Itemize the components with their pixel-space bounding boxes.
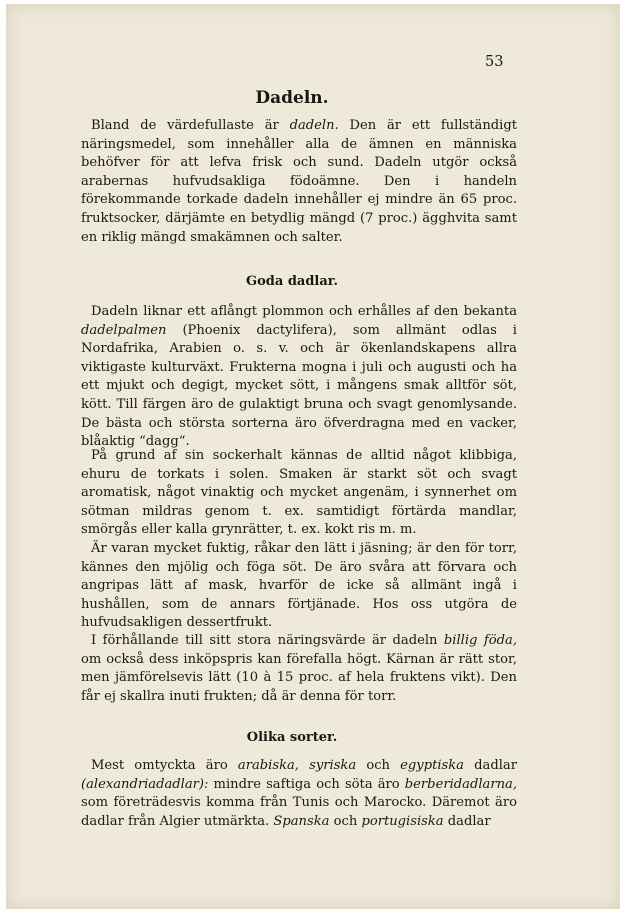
- sorts-emphasis-1: arabiska, syriska: [237, 758, 357, 773]
- sorts-emphasis-5: Spanska: [273, 813, 330, 829]
- intro-emphasis: dadeln.: [289, 118, 339, 133]
- good-p1-text-a: Dadeln liknar ett aflångt plommon och erhålles af den bekanta: [91, 304, 517, 319]
- intro-text-b: Den är ett fullständigt näringsmedel, som innehåller alla de ämnen en människa behöfver för att lefva frisk och sund. Dadeln utgör också arabernas hufvudsakliga födoämne. Den i handeln förekommande torkade dadeln innehåller ej mindre än 65 proc. fruktsocker, därjämte en betydlig mängd (7 proc.) ägghvita samt en riklig mängd smakämnen och salter.: [81, 118, 517, 245]
- good-p4-text-a: I förhållande till sitt stora näringsvärde är dadeln: [91, 633, 444, 648]
- good-p1-emphasis: dadelpalmen: [81, 322, 167, 338]
- book-page: [6, 4, 620, 909]
- sorts-emphasis-6: portugisiska: [361, 813, 444, 829]
- intro-text-a: Bland de värdefullaste är: [91, 118, 290, 133]
- good-p4-emphasis: billig föda,: [443, 633, 517, 648]
- sorts-text-e: som företrädesvis komma från Tunis och Marocko. Däremot äro dadlar från Algier utmärkta.: [81, 795, 517, 829]
- good-p4-text-b: om också dess inköpspris kan förefalla högt. Kärnan är rätt stor, men jämförelsevis lätt (10 à 15 proc. af hela fruktens vikt). Den får ej skallra inuti frukten; då är denna för torr.: [81, 651, 517, 704]
- sorts-text-b: och: [356, 758, 401, 773]
- section-heading-good: Goda dadlar.: [246, 274, 338, 289]
- sorts-text-f: och: [329, 813, 362, 829]
- good-p1-text-b: (Phoenix dactylifera), som allmänt odlas i Nordafrika, Arabien o. s. v. och är ökenlandskapens allra viktigaste kulturväxt. Frukterna mogna i juli och augusti och ha ett mjukt och degigt, mycket sött, i mångens smak alltför söt, kött. Till färgen äro de gulaktigt bruna och svagt genomlysande. De bästa och största sorterna äro öfverdragna med en vacker, blåaktig “dagg“.: [81, 322, 517, 450]
- good-paragraph-4: [81, 632, 517, 706]
- sorts-text-a: Mest omtyckta äro: [91, 758, 238, 773]
- sorts-text-d: mindre saftiga och söta äro: [208, 776, 405, 792]
- sorts-text-g: dadlar: [443, 813, 491, 829]
- good-paragraph-3: Är varan mycket fuktig, råkar den lätt i jäsning; är den för torr, kännes den mjölig och föga söt. De äro svåra att förvara och angripas lätt af mask, hvarför de icke så allmänt ingå i hushållen, som de annars förtjänade. Hos oss utgöra de hufvudsakligen dessertfrukt.: [81, 541, 517, 631]
- sorts-emphasis-3: (alexandriadadlar):: [81, 776, 209, 792]
- good-paragraph-1: [81, 303, 517, 452]
- sorts-emphasis-2: egyptiska: [400, 758, 464, 773]
- section-heading-sorts: Olika sorter.: [246, 730, 338, 745]
- chapter-title: Dadeln.: [255, 88, 329, 108]
- intro-paragraph: [81, 117, 517, 247]
- sorts-text-c: dadlar: [464, 758, 517, 773]
- page-number: 53: [485, 54, 504, 70]
- good-paragraph-2: På grund af sin sockerhalt kännas de alltid något klibbiga, ehuru de torkats i solen. Smaken är starkt söt och svagt aromatisk, något vinaktig och mycket angenäm, i synnerhet om sötman mildras genom t. ex. samtidigt förtärda mandlar, smörgås eller kalla grynrätter, t. ex. kokt ris m. m.: [81, 448, 517, 538]
- sorts-paragraph-1: [81, 757, 517, 831]
- sorts-emphasis-4: berberidadlarna,: [404, 776, 517, 792]
